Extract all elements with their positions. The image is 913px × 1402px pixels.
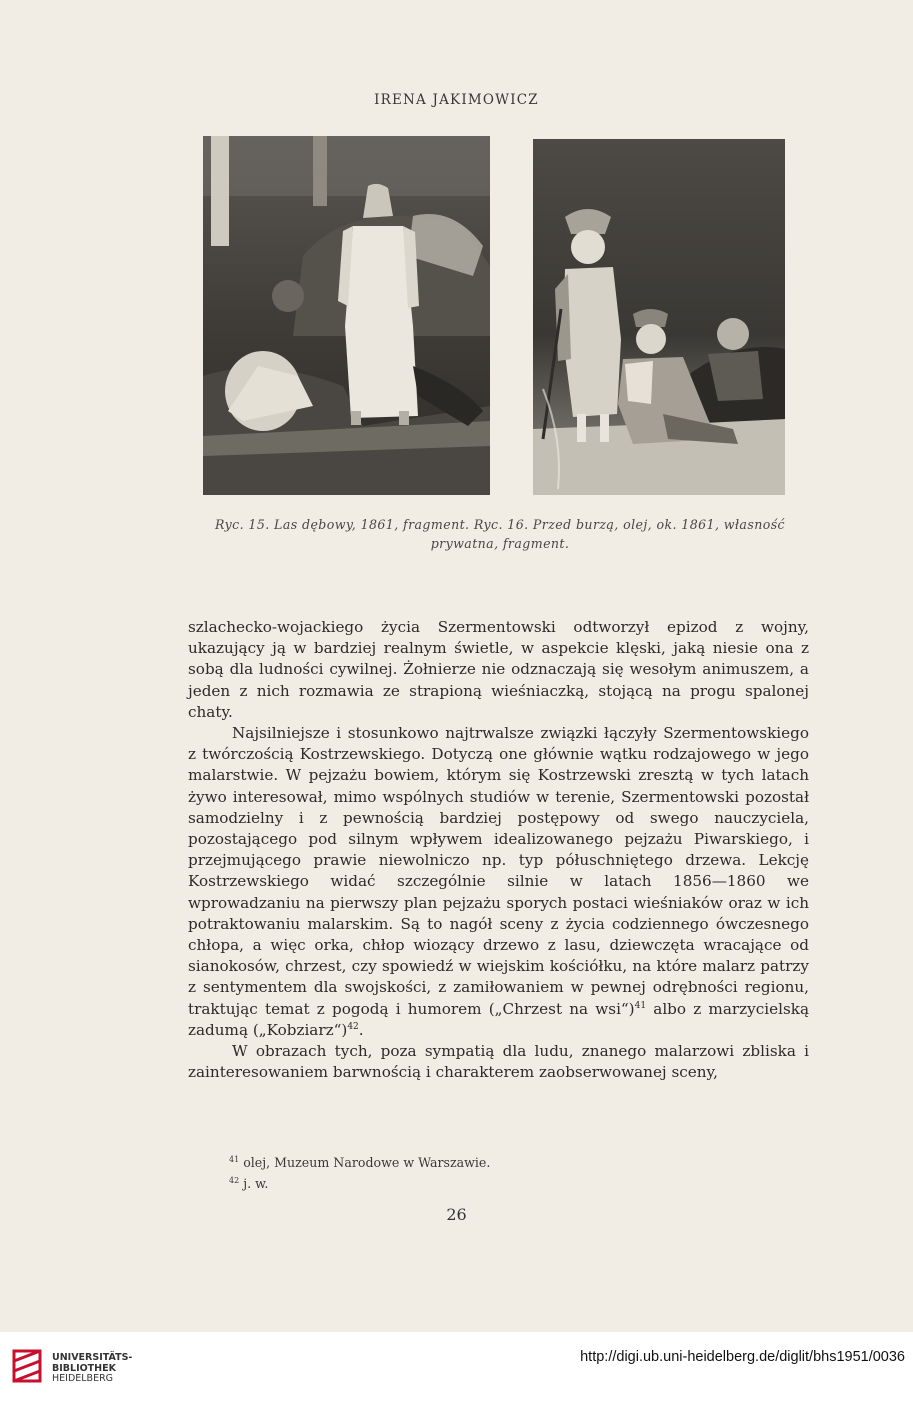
logo-line-3: HEIDELBERG xyxy=(52,1373,114,1384)
figure-caption xyxy=(175,515,825,553)
library-logo-icon[interactable] xyxy=(10,1347,46,1389)
footnote-42 xyxy=(229,1172,789,1193)
caption-line-2: prywatna, fragment. xyxy=(430,536,570,551)
paragraph-2-text: Najsilniejsze i stosunkowo najtrwalsze związki łączyły Szermentowskiego z twórczością Kostrzewskiego. Dotyczą one głównie wątku rodzajowego w jego malarstwie. W pejzażu bowiem, którym się Kostrzewski zresztą w tych latach żywo interesował, mimo wspólnych studiów w terenie, Szermentowski pozostał samodzielny i z pewnością bardziej postępowy od swego nauczyciela, pozostającego pod silnym wpływem idealizowanego pejzażu Piwarskiego, i przejmującego prawie niewolniczo np. typ półuschniętego drzewa. Lekcję Kostrzewskiego widać szczególnie silnie w latach 1856—1860 we wprowadzaniu na pierwszy plan pejzażu sporych postaci wieśniaków oraz w ich potraktowaniu malarskim. Są to nagół sceny z życia codziennego ówczesnego chłopa, a więc orka, chłop wiozący drzewo z lasu, dziewczęta wracające od sianokosów, chrzest, czy spowiedź w wiejskim kościółku, na które malarz patrzy z sentymentem dla swojskości, z zamiłowaniem w pewnej odrębności regionu, traktując temat z pogodą i humorem („Chrzest na wsi“) xyxy=(188,724,809,1018)
footer-bar xyxy=(0,1332,913,1402)
footnote-41 xyxy=(229,1151,789,1172)
footnotes xyxy=(229,1151,789,1193)
footnote-number: 42 xyxy=(229,1176,240,1186)
painting-przed-burza xyxy=(533,139,785,495)
logo-line-1: UNIVERSITÄTS- xyxy=(52,1352,133,1363)
body-text xyxy=(188,617,809,1083)
footnote-text: j. w. xyxy=(243,1176,269,1192)
logo-line-2: BIBLIOTHEK xyxy=(52,1362,116,1374)
caption-line-1: Ryc. 15. Las dębowy, 1861, fragment. Ryc. 16. Przed burzą, olej, ok. 1861, własność xyxy=(214,517,786,532)
library-logo-text[interactable] xyxy=(52,1353,132,1385)
paragraph-2-text-continued: albo z marzycielską zadumą („Kobziarz“) xyxy=(188,999,809,1039)
running-header: IRENA JAKIMOWICZ xyxy=(374,92,539,108)
paragraph-2 xyxy=(188,723,809,1041)
paragraph-1: szlachecko-wojackiego życia Szermentowski odtworzył epizod z wojny, ukazujący ją w bardziej realnym świetle, w aspekcie klęski, jaką niesie ona z sobą dla ludności cywilnej. Żołnierze nie odznaczają się wesołym animuszem, a jeden z nich rozmawia ze strapioną wieśniaczką, stojącą na progu spalonej chaty. xyxy=(188,618,809,721)
painting-las-debowy xyxy=(203,136,490,495)
footnote-ref-42[interactable]: 42 xyxy=(347,1021,359,1032)
figure-ryc-16 xyxy=(533,139,785,495)
paragraph-2-end: . xyxy=(358,1020,364,1039)
paragraph-3: W obrazach tych, poza sympatią dla ludu, znanego malarzowi zbliska i zainteresowaniem barwnością i charakterem zaobserwowanej sceny, xyxy=(188,1042,809,1082)
page-number: 26 xyxy=(446,1205,467,1224)
footnote-ref-41[interactable]: 41 xyxy=(634,1000,647,1011)
footnote-number: 41 xyxy=(229,1155,240,1164)
permalink-url[interactable]: http://digi.ub.uni-heidelberg.de/diglit/bhs1951/0036 xyxy=(580,1349,905,1365)
footnote-text: olej, Muzeum Narodowe w Warszawie. xyxy=(243,1155,491,1171)
figure-ryc-15 xyxy=(203,136,490,495)
